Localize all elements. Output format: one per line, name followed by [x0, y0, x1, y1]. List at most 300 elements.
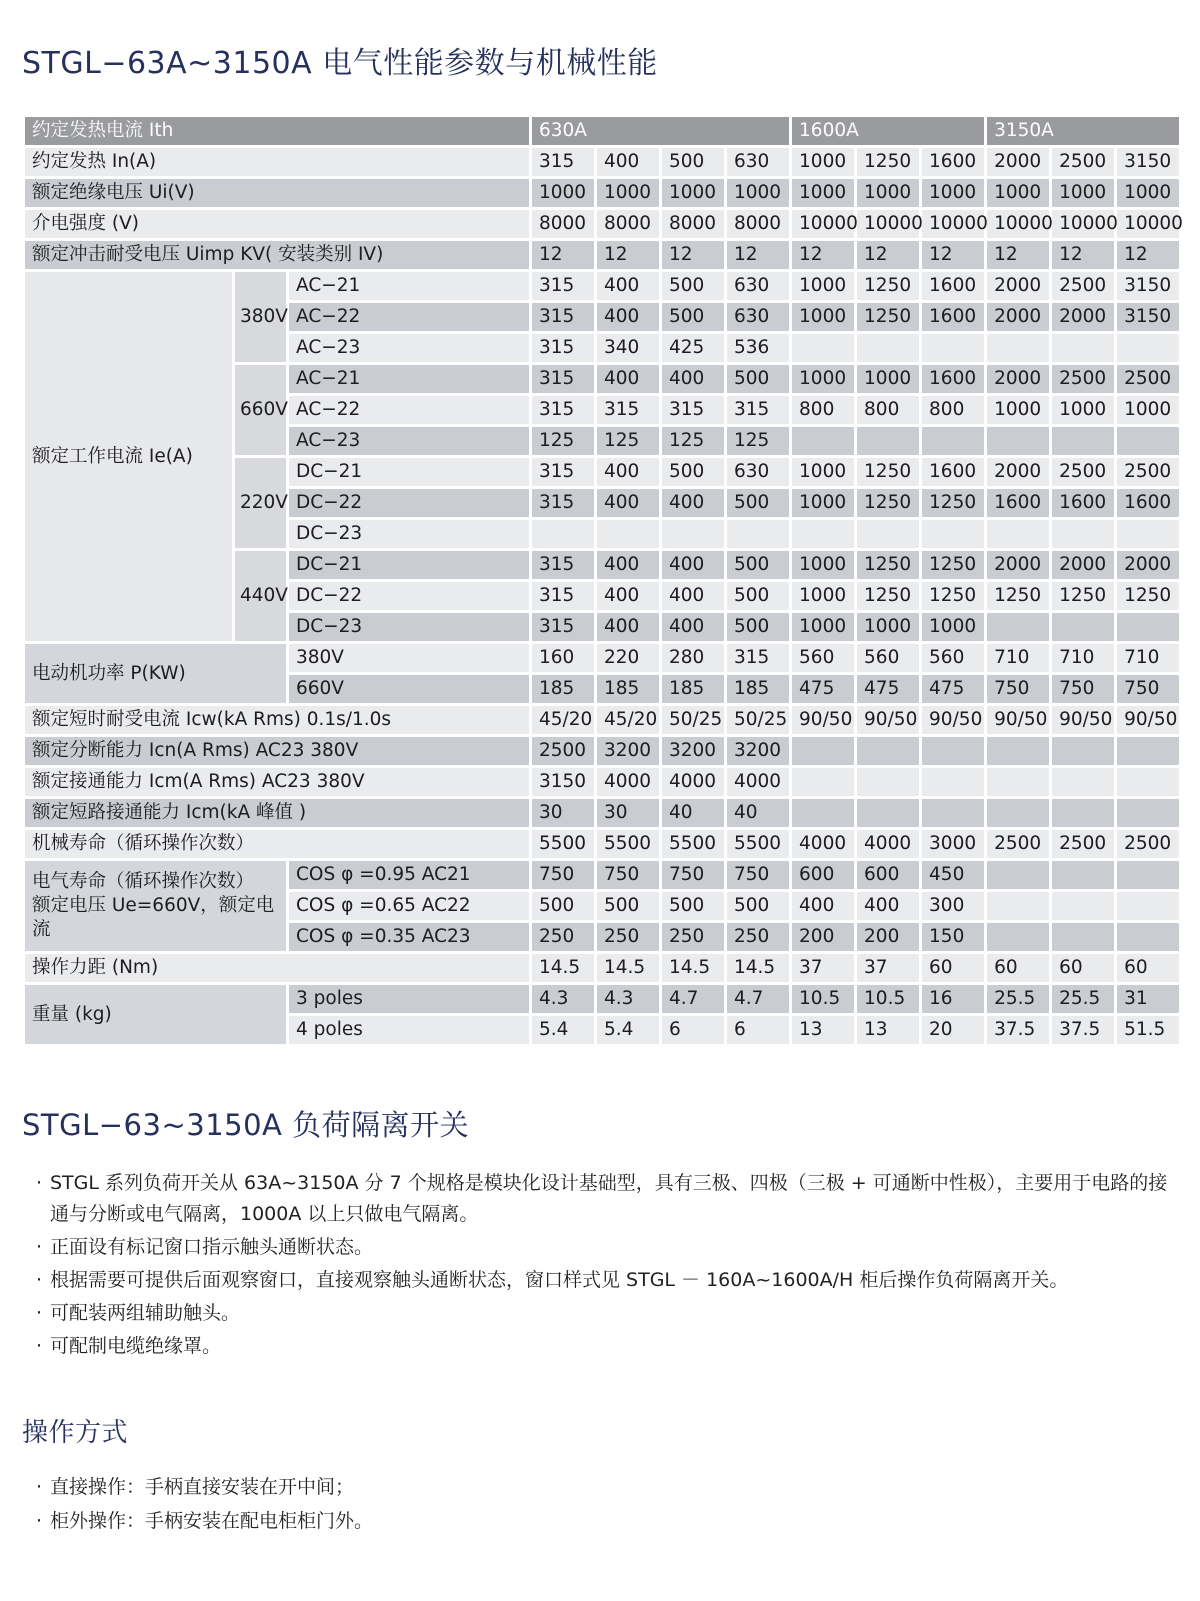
cell: 1600	[921, 364, 986, 395]
cell: 400	[596, 302, 661, 333]
cell: 1000	[791, 612, 856, 643]
cell: 1250	[921, 550, 986, 581]
group-label-motor-power: 电动机功率 P(KW)	[24, 643, 288, 705]
cell	[856, 519, 921, 550]
cell: 2500	[1051, 829, 1116, 860]
cell	[856, 736, 921, 767]
cell	[921, 798, 986, 829]
cell: 1000	[1116, 395, 1181, 426]
cell: 630	[726, 271, 791, 302]
category-label: DC−23	[288, 612, 531, 643]
cell: 1600	[921, 302, 986, 333]
cell	[986, 798, 1051, 829]
cell: 315	[531, 333, 596, 364]
cell	[1051, 891, 1116, 922]
cell: 500	[726, 581, 791, 612]
cell: 185	[596, 674, 661, 705]
header-group-3150A: 3150A	[986, 116, 1181, 147]
voltage-label-380v: 380V	[234, 271, 288, 364]
cell: 315	[531, 488, 596, 519]
cell: 10000	[986, 209, 1051, 240]
cell: 500	[661, 147, 726, 178]
bullet-item: · STGL 系列负荷开关从 63A~3150A 分 7 个规格是模块化设计基础型，具有三极、四极（三极 + 可通断中性极），主要用于电路的接通与分断或电气隔离，1000A 以上只做电气隔离。	[30, 1168, 1180, 1230]
cell: 800	[856, 395, 921, 426]
cell: 1000	[921, 612, 986, 643]
cell: 1000	[791, 147, 856, 178]
cell: 200	[856, 922, 921, 953]
group-label-electrical-life	[24, 860, 288, 953]
cell: 1000	[1116, 178, 1181, 209]
cell: 250	[531, 922, 596, 953]
cell	[1116, 922, 1181, 953]
category-label: DC−22	[288, 488, 531, 519]
cell: 13	[791, 1015, 856, 1046]
cell	[856, 333, 921, 364]
cell: 37.5	[986, 1015, 1051, 1046]
cell: 1000	[1051, 395, 1116, 426]
cell: 3150	[1116, 147, 1181, 178]
cell: 37.5	[1051, 1015, 1116, 1046]
cell: 1250	[856, 147, 921, 178]
cell	[791, 736, 856, 767]
cell: 6	[726, 1015, 791, 1046]
cell: 630	[726, 457, 791, 488]
cell: 3150	[531, 767, 596, 798]
cell: 710	[1116, 643, 1181, 674]
cell: 1250	[921, 581, 986, 612]
cell: 475	[791, 674, 856, 705]
cell: 1000	[856, 612, 921, 643]
cell: 1000	[986, 178, 1051, 209]
cell: 400	[596, 488, 661, 519]
cell: 31	[1116, 984, 1181, 1015]
cell	[921, 767, 986, 798]
cell: 2500	[1116, 457, 1181, 488]
row-label: 额定分断能力 Icn(A Rms) AC23 380V	[24, 736, 531, 767]
cell: 1000	[986, 395, 1051, 426]
cell: 10000	[921, 209, 986, 240]
cell	[791, 798, 856, 829]
cell: 1250	[1051, 581, 1116, 612]
cell: 8000	[531, 209, 596, 240]
cell: 475	[856, 674, 921, 705]
cell: 8000	[596, 209, 661, 240]
category-label: AC−22	[288, 302, 531, 333]
cell: 12	[596, 240, 661, 271]
cell: 315	[531, 364, 596, 395]
cell: 10000	[791, 209, 856, 240]
cell	[1051, 798, 1116, 829]
cell	[856, 426, 921, 457]
category-label: DC−21	[288, 550, 531, 581]
cell	[791, 426, 856, 457]
category-label: DC−22	[288, 581, 531, 612]
cell	[1116, 612, 1181, 643]
cell: 4000	[596, 767, 661, 798]
cell: 10.5	[856, 984, 921, 1015]
cell: 3150	[1116, 271, 1181, 302]
cell: 2000	[1051, 550, 1116, 581]
cell: 4.3	[596, 984, 661, 1015]
cell: 500	[726, 488, 791, 519]
electrical-life-line1: 电气寿命（循环操作次数）	[32, 871, 255, 892]
cell: 4.3	[531, 984, 596, 1015]
cell: 750	[596, 860, 661, 891]
cell: 600	[791, 860, 856, 891]
header-group-630A: 630A	[531, 116, 791, 147]
cell: 37	[856, 953, 921, 984]
cell: 500	[661, 457, 726, 488]
row-label: 额定冲击耐受电压 Uimp KV( 安装类别 IV)	[24, 240, 531, 271]
cell: 1250	[856, 302, 921, 333]
cell: 3200	[726, 736, 791, 767]
cell: 2500	[531, 736, 596, 767]
header-label: 约定发热电流 Ith	[24, 116, 531, 147]
cell: 315	[531, 395, 596, 426]
cell: 185	[531, 674, 596, 705]
section-heading-operation-mode: 操作方式	[22, 1418, 129, 1448]
cell	[596, 519, 661, 550]
cell: 10.5	[791, 984, 856, 1015]
cell: 500	[726, 891, 791, 922]
table-row	[24, 240, 1181, 271]
cell: 710	[986, 643, 1051, 674]
cell: 400	[596, 364, 661, 395]
spec-table	[22, 114, 1182, 1047]
cell: 250	[661, 922, 726, 953]
row-label: 额定短路接通能力 Icm(kA 峰值 )	[24, 798, 531, 829]
cell: 2500	[1116, 829, 1181, 860]
cell: 630	[726, 147, 791, 178]
table-row	[24, 798, 1181, 829]
cell	[986, 860, 1051, 891]
cell	[791, 333, 856, 364]
cell: 60	[1051, 953, 1116, 984]
cell: 5.4	[596, 1015, 661, 1046]
cell	[1116, 736, 1181, 767]
cell: 1250	[856, 457, 921, 488]
cell	[791, 519, 856, 550]
cell: 16	[921, 984, 986, 1015]
cell: 125	[596, 426, 661, 457]
cell: 250	[726, 922, 791, 953]
table-header-row	[24, 116, 1181, 147]
category-label: 380V	[288, 643, 531, 674]
cell: 536	[726, 333, 791, 364]
cell: 500	[726, 612, 791, 643]
cell: 1000	[791, 178, 856, 209]
cell: 14.5	[661, 953, 726, 984]
cell: 800	[921, 395, 986, 426]
cell	[1051, 333, 1116, 364]
category-label: AC−21	[288, 364, 531, 395]
cell: 750	[531, 860, 596, 891]
cell: 400	[661, 364, 726, 395]
cell: 315	[531, 457, 596, 488]
cell: 2500	[1051, 147, 1116, 178]
cell: 500	[726, 550, 791, 581]
cell: 400	[596, 147, 661, 178]
cell: 12	[1116, 240, 1181, 271]
cell: 450	[921, 860, 986, 891]
cell: 400	[791, 891, 856, 922]
cell: 315	[531, 302, 596, 333]
group-label-weight: 重量 (kg)	[24, 984, 288, 1046]
cell: 600	[856, 860, 921, 891]
cell: 10000	[856, 209, 921, 240]
cell	[1051, 860, 1116, 891]
cell: 5500	[596, 829, 661, 860]
cell: 500	[726, 364, 791, 395]
table-row	[24, 829, 1181, 860]
cell: 315	[726, 395, 791, 426]
cell: 1000	[531, 178, 596, 209]
category-label: AC−22	[288, 395, 531, 426]
cell: 50/25	[726, 705, 791, 736]
cell	[986, 922, 1051, 953]
cell: 2000	[986, 550, 1051, 581]
cell: 475	[921, 674, 986, 705]
cell	[986, 767, 1051, 798]
cell: 400	[596, 457, 661, 488]
cell: 1000	[661, 178, 726, 209]
cell: 125	[531, 426, 596, 457]
bullet-item: · 直接操作：手柄直接安装在开中间；	[30, 1471, 1180, 1503]
row-label: 额定绝缘电压 Ui(V)	[24, 178, 531, 209]
cell: 12	[1051, 240, 1116, 271]
cell: 60	[921, 953, 986, 984]
cell: 185	[661, 674, 726, 705]
cell: 630	[726, 302, 791, 333]
cell: 40	[726, 798, 791, 829]
cell: 2500	[1051, 457, 1116, 488]
cell: 750	[1116, 674, 1181, 705]
cell	[726, 519, 791, 550]
cell: 6	[661, 1015, 726, 1046]
cell: 1600	[1051, 488, 1116, 519]
cell: 90/50	[791, 705, 856, 736]
cell: 125	[726, 426, 791, 457]
cell: 4.7	[661, 984, 726, 1015]
cell	[856, 767, 921, 798]
cell	[1051, 922, 1116, 953]
cell: 800	[791, 395, 856, 426]
cell: 8000	[726, 209, 791, 240]
cell: 2500	[1116, 364, 1181, 395]
cell: 1000	[791, 550, 856, 581]
row-label: 介电强度 (V)	[24, 209, 531, 240]
cell: 12	[921, 240, 986, 271]
cell: 4000	[726, 767, 791, 798]
cell	[1116, 860, 1181, 891]
cell: 25.5	[1051, 984, 1116, 1015]
cell	[921, 333, 986, 364]
cell: 3000	[921, 829, 986, 860]
cell: 51.5	[1116, 1015, 1181, 1046]
category-label: COS φ =0.95 AC21	[288, 860, 531, 891]
cell	[1116, 891, 1181, 922]
cell: 3200	[661, 736, 726, 767]
cell: 300	[921, 891, 986, 922]
cell: 8000	[661, 209, 726, 240]
cell: 45/20	[531, 705, 596, 736]
cell: 560	[791, 643, 856, 674]
voltage-label-440v: 440V	[234, 550, 288, 643]
cell: 90/50	[1116, 705, 1181, 736]
cell: 1000	[726, 178, 791, 209]
table-row	[24, 271, 1181, 302]
cell: 400	[661, 581, 726, 612]
cell: 5500	[726, 829, 791, 860]
cell: 2000	[986, 271, 1051, 302]
cell: 1600	[921, 271, 986, 302]
cell: 90/50	[856, 705, 921, 736]
cell: 20	[921, 1015, 986, 1046]
cell	[1116, 426, 1181, 457]
cell: 12	[856, 240, 921, 271]
cell: 90/50	[921, 705, 986, 736]
category-label: 4 poles	[288, 1015, 531, 1046]
cell: 1000	[596, 178, 661, 209]
cell: 1000	[791, 271, 856, 302]
table-row	[24, 736, 1181, 767]
cell	[1051, 736, 1116, 767]
cell: 220	[596, 643, 661, 674]
header-group-1600A: 1600A	[791, 116, 986, 147]
cell: 315	[531, 550, 596, 581]
cell: 2000	[986, 147, 1051, 178]
cell: 315	[531, 581, 596, 612]
voltage-label-660v: 660V	[234, 364, 288, 457]
cell: 1000	[1051, 178, 1116, 209]
cell: 200	[791, 922, 856, 953]
cell: 37	[791, 953, 856, 984]
cell: 14.5	[726, 953, 791, 984]
cell: 12	[791, 240, 856, 271]
group-label-ie: 额定工作电流 Ie(A)	[24, 271, 234, 643]
cell: 315	[531, 147, 596, 178]
cell: 315	[596, 395, 661, 426]
cell: 750	[726, 860, 791, 891]
row-label: 额定短时耐受电流 Icw(kA Rms) 0.1s/1.0s	[24, 705, 531, 736]
table-row	[24, 147, 1181, 178]
cell: 1000	[791, 364, 856, 395]
cell: 4000	[661, 767, 726, 798]
cell	[986, 736, 1051, 767]
cell: 125	[661, 426, 726, 457]
table-row	[24, 705, 1181, 736]
cell: 25.5	[986, 984, 1051, 1015]
cell: 1250	[856, 550, 921, 581]
cell: 1000	[791, 302, 856, 333]
table-row	[24, 984, 1181, 1015]
cell: 400	[596, 581, 661, 612]
bullet-item: · 根据需要可提供后面观察窗口，直接观察触头通断状态，窗口样式见 STGL － 160A~1600A/H 柜后操作负荷隔离开关。	[30, 1265, 1180, 1296]
voltage-label-220v: 220V	[234, 457, 288, 550]
cell	[661, 519, 726, 550]
cell: 750	[986, 674, 1051, 705]
cell: 500	[596, 891, 661, 922]
cell	[791, 767, 856, 798]
row-label: 约定发热 In(A)	[24, 147, 531, 178]
row-label: 机械寿命（循环操作次数）	[24, 829, 531, 860]
table-row	[24, 209, 1181, 240]
cell: 250	[596, 922, 661, 953]
cell: 14.5	[531, 953, 596, 984]
cell: 1600	[921, 457, 986, 488]
cell: 425	[661, 333, 726, 364]
cell: 4000	[856, 829, 921, 860]
table-row	[24, 860, 1181, 891]
cell: 400	[856, 891, 921, 922]
feature-bullet-list	[22, 1168, 1180, 1362]
cell: 2000	[986, 457, 1051, 488]
cell: 150	[921, 922, 986, 953]
cell: 1000	[791, 457, 856, 488]
cell: 315	[661, 395, 726, 426]
cell: 12	[531, 240, 596, 271]
cell: 1250	[856, 488, 921, 519]
table-row	[24, 953, 1181, 984]
cell: 1250	[986, 581, 1051, 612]
bullet-item: · 正面设有标记窗口指示触头通断状态。	[30, 1232, 1180, 1263]
cell: 500	[531, 891, 596, 922]
section-heading-load-isolation-switch: STGL−63~3150A 负荷隔离开关	[22, 1108, 470, 1142]
cell: 4000	[791, 829, 856, 860]
cell: 3200	[596, 736, 661, 767]
cell	[986, 333, 1051, 364]
cell: 1250	[856, 581, 921, 612]
bullet-item: · 可配制电缆绝缘罩。	[30, 1331, 1180, 1362]
cell	[986, 891, 1051, 922]
cell	[1051, 767, 1116, 798]
cell: 315	[531, 612, 596, 643]
cell: 4.7	[726, 984, 791, 1015]
cell	[1116, 519, 1181, 550]
cell: 340	[596, 333, 661, 364]
operation-bullet-list	[22, 1471, 1180, 1537]
cell: 560	[856, 643, 921, 674]
table-row	[24, 178, 1181, 209]
cell: 90/50	[1051, 705, 1116, 736]
table-row	[24, 643, 1181, 674]
cell	[1116, 798, 1181, 829]
category-label: DC−23	[288, 519, 531, 550]
cell: 60	[1116, 953, 1181, 984]
cell	[921, 519, 986, 550]
cell	[1051, 426, 1116, 457]
cell: 1250	[1116, 581, 1181, 612]
cell: 1000	[856, 364, 921, 395]
cell: 400	[596, 271, 661, 302]
bullet-item: · 可配装两组辅助触头。	[30, 1298, 1180, 1329]
cell	[986, 426, 1051, 457]
cell: 10000	[1116, 209, 1181, 240]
cell: 400	[596, 612, 661, 643]
cell: 1600	[1116, 488, 1181, 519]
cell	[921, 736, 986, 767]
cell: 400	[661, 612, 726, 643]
cell: 5.4	[531, 1015, 596, 1046]
cell: 14.5	[596, 953, 661, 984]
cell: 1000	[856, 178, 921, 209]
category-label: AC−21	[288, 271, 531, 302]
category-label: COS φ =0.65 AC22	[288, 891, 531, 922]
cell: 50/25	[661, 705, 726, 736]
cell: 315	[531, 271, 596, 302]
cell: 5500	[661, 829, 726, 860]
cell: 315	[726, 643, 791, 674]
